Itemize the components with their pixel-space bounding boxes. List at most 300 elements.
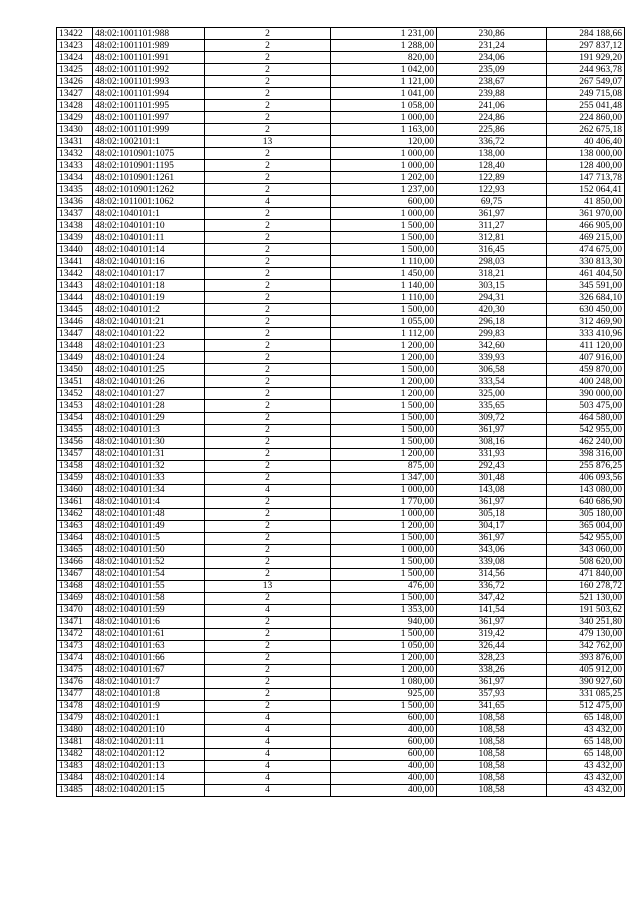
- specific-value-cell: 108,58: [437, 784, 547, 796]
- table-row: [57, 736, 625, 748]
- cadastral-number-cell: 48:02:1001101:992: [93, 64, 205, 76]
- row-number-cell: 13447: [57, 328, 93, 340]
- cadastral-value-cell: 542 955,00: [547, 424, 625, 436]
- row-number-cell: 13426: [57, 76, 93, 88]
- cadastral-number-cell: 48:02:1040201:11: [93, 736, 205, 748]
- area-value-cell: 1 500,00: [331, 400, 437, 412]
- cadastral-value-cell: 262 675,18: [547, 124, 625, 136]
- row-number-cell: 13457: [57, 448, 93, 460]
- area-value-cell: 1 231,00: [331, 28, 437, 40]
- specific-value-cell: 239,88: [437, 88, 547, 100]
- table-row: [57, 664, 625, 676]
- row-number-cell: 13439: [57, 232, 93, 244]
- area-value-cell: 1 500,00: [331, 424, 437, 436]
- cadastral-value-cell: 305 180,00: [547, 508, 625, 520]
- specific-value-cell: 108,58: [437, 712, 547, 724]
- specific-value-cell: 141,54: [437, 604, 547, 616]
- cadastral-value-cell: 405 912,00: [547, 664, 625, 676]
- row-number-cell: 13431: [57, 136, 93, 148]
- cadastral-value-cell: 466 905,00: [547, 220, 625, 232]
- cadastral-value-cell: 521 130,00: [547, 592, 625, 604]
- cadastral-number-cell: 48:02:1040201:10: [93, 724, 205, 736]
- cadastral-value-cell: 65 148,00: [547, 748, 625, 760]
- table-row: [57, 40, 625, 52]
- table-row: [57, 700, 625, 712]
- cadastral-number-cell: 48:02:1040101:11: [93, 232, 205, 244]
- cadastral-value-cell: 244 963,78: [547, 64, 625, 76]
- area-value-cell: 1 200,00: [331, 520, 437, 532]
- specific-value-cell: 318,21: [437, 268, 547, 280]
- row-number-cell: 13455: [57, 424, 93, 436]
- cadastral-value-cell: 160 278,72: [547, 580, 625, 592]
- specific-value-cell: 311,27: [437, 220, 547, 232]
- cadastral-value-cell: 400 248,00: [547, 376, 625, 388]
- cadastral-value-table: [56, 27, 625, 797]
- cadastral-number-cell: 48:02:1040101:3: [93, 424, 205, 436]
- row-number-cell: 13461: [57, 496, 93, 508]
- row-number-cell: 13472: [57, 628, 93, 640]
- cadastral-number-cell: 48:02:1040101:2: [93, 304, 205, 316]
- category-code-cell: 2: [205, 508, 331, 520]
- row-number-cell: 13434: [57, 172, 93, 184]
- cadastral-value-cell: 393 876,00: [547, 652, 625, 664]
- cadastral-value-cell: 191 503,62: [547, 604, 625, 616]
- table-row: [57, 724, 625, 736]
- area-value-cell: 1 080,00: [331, 676, 437, 688]
- row-number-cell: 13476: [57, 676, 93, 688]
- cadastral-number-cell: 48:02:1040201:13: [93, 760, 205, 772]
- category-code-cell: 2: [205, 568, 331, 580]
- cadastral-number-cell: 48:02:1040101:48: [93, 508, 205, 520]
- specific-value-cell: 420,30: [437, 304, 547, 316]
- cadastral-number-cell: 48:02:1040101:14: [93, 244, 205, 256]
- category-code-cell: 2: [205, 460, 331, 472]
- row-number-cell: 13479: [57, 712, 93, 724]
- cadastral-value-cell: 147 713,78: [547, 172, 625, 184]
- specific-value-cell: 301,48: [437, 472, 547, 484]
- table-row: [57, 52, 625, 64]
- specific-value-cell: 331,93: [437, 448, 547, 460]
- area-value-cell: 1 500,00: [331, 244, 437, 256]
- cadastral-number-cell: 48:02:1040101:52: [93, 556, 205, 568]
- cadastral-value-cell: 43 432,00: [547, 724, 625, 736]
- cadastral-value-cell: 249 715,08: [547, 88, 625, 100]
- row-number-cell: 13425: [57, 64, 93, 76]
- cadastral-value-cell: 503 475,00: [547, 400, 625, 412]
- specific-value-cell: 305,18: [437, 508, 547, 520]
- cadastral-number-cell: 48:02:1040101:6: [93, 616, 205, 628]
- category-code-cell: 2: [205, 472, 331, 484]
- cadastral-number-cell: 48:02:1040101:66: [93, 652, 205, 664]
- area-value-cell: 1 500,00: [331, 700, 437, 712]
- category-code-cell: 2: [205, 592, 331, 604]
- table-row: [57, 292, 625, 304]
- cadastral-number-cell: 48:02:1040101:4: [93, 496, 205, 508]
- area-value-cell: 600,00: [331, 736, 437, 748]
- category-code-cell: 2: [205, 184, 331, 196]
- document-page: [56, 27, 624, 797]
- category-code-cell: 2: [205, 328, 331, 340]
- cadastral-value-cell: 512 475,00: [547, 700, 625, 712]
- specific-value-cell: 342,60: [437, 340, 547, 352]
- cadastral-number-cell: 48:02:1040101:54: [93, 568, 205, 580]
- table-row: [57, 328, 625, 340]
- table-row: [57, 220, 625, 232]
- category-code-cell: 2: [205, 376, 331, 388]
- specific-value-cell: 303,15: [437, 280, 547, 292]
- area-value-cell: 1 450,00: [331, 268, 437, 280]
- specific-value-cell: 336,72: [437, 136, 547, 148]
- specific-value-cell: 294,31: [437, 292, 547, 304]
- row-number-cell: 13443: [57, 280, 93, 292]
- table-row: [57, 340, 625, 352]
- area-value-cell: 1 200,00: [331, 352, 437, 364]
- category-code-cell: 4: [205, 196, 331, 208]
- table-row: [57, 496, 625, 508]
- cadastral-number-cell: 48:02:1040101:19: [93, 292, 205, 304]
- specific-value-cell: 143,08: [437, 484, 547, 496]
- cadastral-number-cell: 48:02:1040201:14: [93, 772, 205, 784]
- specific-value-cell: 304,17: [437, 520, 547, 532]
- table-row: [57, 484, 625, 496]
- row-number-cell: 13481: [57, 736, 93, 748]
- table-row: [57, 544, 625, 556]
- cadastral-value-cell: 471 840,00: [547, 568, 625, 580]
- category-code-cell: 4: [205, 484, 331, 496]
- cadastral-number-cell: 48:02:1001101:988: [93, 28, 205, 40]
- specific-value-cell: 361,97: [437, 208, 547, 220]
- category-code-cell: 2: [205, 556, 331, 568]
- specific-value-cell: 69,75: [437, 196, 547, 208]
- specific-value-cell: 235,09: [437, 64, 547, 76]
- cadastral-value-cell: 65 148,00: [547, 712, 625, 724]
- table-row: [57, 244, 625, 256]
- table-row: [57, 64, 625, 76]
- cadastral-number-cell: 48:02:1040201:15: [93, 784, 205, 796]
- area-value-cell: 1 500,00: [331, 568, 437, 580]
- cadastral-number-cell: 48:02:1001101:989: [93, 40, 205, 52]
- area-value-cell: 1 200,00: [331, 448, 437, 460]
- row-number-cell: 13428: [57, 100, 93, 112]
- category-code-cell: 4: [205, 760, 331, 772]
- row-number-cell: 13468: [57, 580, 93, 592]
- category-code-cell: 2: [205, 688, 331, 700]
- table-row: [57, 568, 625, 580]
- specific-value-cell: 343,06: [437, 544, 547, 556]
- specific-value-cell: 357,93: [437, 688, 547, 700]
- cadastral-value-cell: 542 955,00: [547, 532, 625, 544]
- cadastral-value-cell: 390 927,60: [547, 676, 625, 688]
- cadastral-value-cell: 461 404,50: [547, 268, 625, 280]
- cadastral-value-cell: 43 432,00: [547, 784, 625, 796]
- area-value-cell: 1 347,00: [331, 472, 437, 484]
- table-row: [57, 436, 625, 448]
- table-body: [57, 28, 625, 797]
- area-value-cell: 1 163,00: [331, 124, 437, 136]
- area-value-cell: 1 112,00: [331, 328, 437, 340]
- row-number-cell: 13454: [57, 412, 93, 424]
- row-number-cell: 13463: [57, 520, 93, 532]
- area-value-cell: 1 500,00: [331, 556, 437, 568]
- cadastral-number-cell: 48:02:1040101:25: [93, 364, 205, 376]
- category-code-cell: 2: [205, 244, 331, 256]
- category-code-cell: 4: [205, 724, 331, 736]
- table-row: [57, 604, 625, 616]
- area-value-cell: 1 200,00: [331, 376, 437, 388]
- specific-value-cell: 108,58: [437, 760, 547, 772]
- row-number-cell: 13441: [57, 256, 93, 268]
- table-row: [57, 160, 625, 172]
- cadastral-number-cell: 48:02:1040201:1: [93, 712, 205, 724]
- specific-value-cell: 122,89: [437, 172, 547, 184]
- category-code-cell: 2: [205, 436, 331, 448]
- table-row: [57, 424, 625, 436]
- cadastral-value-cell: 361 970,00: [547, 208, 625, 220]
- category-code-cell: 2: [205, 400, 331, 412]
- table-row: [57, 232, 625, 244]
- category-code-cell: 2: [205, 520, 331, 532]
- row-number-cell: 13475: [57, 664, 93, 676]
- cadastral-number-cell: 48:02:1011001:1062: [93, 196, 205, 208]
- cadastral-value-cell: 43 432,00: [547, 760, 625, 772]
- area-value-cell: 1 353,00: [331, 604, 437, 616]
- specific-value-cell: 108,58: [437, 772, 547, 784]
- cadastral-value-cell: 330 813,30: [547, 256, 625, 268]
- cadastral-value-cell: 411 120,00: [547, 340, 625, 352]
- row-number-cell: 13464: [57, 532, 93, 544]
- area-value-cell: 1 000,00: [331, 544, 437, 556]
- cadastral-number-cell: 48:02:1040101:24: [93, 352, 205, 364]
- row-number-cell: 13432: [57, 148, 93, 160]
- table-row: [57, 532, 625, 544]
- category-code-cell: 4: [205, 712, 331, 724]
- category-code-cell: 2: [205, 280, 331, 292]
- cadastral-value-cell: 398 316,00: [547, 448, 625, 460]
- row-number-cell: 13429: [57, 112, 93, 124]
- specific-value-cell: 361,97: [437, 532, 547, 544]
- cadastral-value-cell: 143 080,00: [547, 484, 625, 496]
- table-row: [57, 712, 625, 724]
- row-number-cell: 13442: [57, 268, 93, 280]
- area-value-cell: 1 200,00: [331, 652, 437, 664]
- specific-value-cell: 336,72: [437, 580, 547, 592]
- table-row: [57, 640, 625, 652]
- cadastral-value-cell: 479 130,00: [547, 628, 625, 640]
- row-number-cell: 13437: [57, 208, 93, 220]
- row-number-cell: 13424: [57, 52, 93, 64]
- area-value-cell: 1 058,00: [331, 100, 437, 112]
- row-number-cell: 13465: [57, 544, 93, 556]
- table-row: [57, 184, 625, 196]
- row-number-cell: 13456: [57, 436, 93, 448]
- table-row: [57, 412, 625, 424]
- cadastral-value-cell: 255 876,25: [547, 460, 625, 472]
- table-row: [57, 772, 625, 784]
- row-number-cell: 13471: [57, 616, 93, 628]
- table-row: [57, 76, 625, 88]
- cadastral-number-cell: 48:02:1040101:67: [93, 664, 205, 676]
- category-code-cell: 2: [205, 232, 331, 244]
- category-code-cell: 2: [205, 160, 331, 172]
- cadastral-value-cell: 464 580,00: [547, 412, 625, 424]
- cadastral-number-cell: 48:02:1040101:1: [93, 208, 205, 220]
- category-code-cell: 2: [205, 532, 331, 544]
- specific-value-cell: 224,86: [437, 112, 547, 124]
- category-code-cell: 2: [205, 316, 331, 328]
- cadastral-number-cell: 48:02:1040101:55: [93, 580, 205, 592]
- area-value-cell: 1 500,00: [331, 532, 437, 544]
- specific-value-cell: 296,18: [437, 316, 547, 328]
- specific-value-cell: 338,26: [437, 664, 547, 676]
- specific-value-cell: 108,58: [437, 736, 547, 748]
- cadastral-number-cell: 48:02:1001101:999: [93, 124, 205, 136]
- row-number-cell: 13446: [57, 316, 93, 328]
- cadastral-number-cell: 48:02:1040101:29: [93, 412, 205, 424]
- table-row: [57, 280, 625, 292]
- row-number-cell: 13483: [57, 760, 93, 772]
- cadastral-number-cell: 48:02:1040101:5: [93, 532, 205, 544]
- category-code-cell: 2: [205, 352, 331, 364]
- category-code-cell: 2: [205, 424, 331, 436]
- area-value-cell: 925,00: [331, 688, 437, 700]
- specific-value-cell: 361,97: [437, 496, 547, 508]
- area-value-cell: 1 041,00: [331, 88, 437, 100]
- category-code-cell: 2: [205, 412, 331, 424]
- row-number-cell: 13474: [57, 652, 93, 664]
- category-code-cell: 2: [205, 64, 331, 76]
- category-code-cell: 2: [205, 268, 331, 280]
- table-row: [57, 256, 625, 268]
- area-value-cell: 1 110,00: [331, 256, 437, 268]
- row-number-cell: 13482: [57, 748, 93, 760]
- area-value-cell: 400,00: [331, 724, 437, 736]
- table-row: [57, 352, 625, 364]
- cadastral-value-cell: 40 406,40: [547, 136, 625, 148]
- specific-value-cell: 231,24: [437, 40, 547, 52]
- cadastral-number-cell: 48:02:1040101:17: [93, 268, 205, 280]
- area-value-cell: 1 200,00: [331, 664, 437, 676]
- row-number-cell: 13444: [57, 292, 93, 304]
- area-value-cell: 1 200,00: [331, 388, 437, 400]
- specific-value-cell: 335,65: [437, 400, 547, 412]
- area-value-cell: 1 050,00: [331, 640, 437, 652]
- category-code-cell: 2: [205, 208, 331, 220]
- category-code-cell: 2: [205, 340, 331, 352]
- category-code-cell: 2: [205, 628, 331, 640]
- row-number-cell: 13480: [57, 724, 93, 736]
- area-value-cell: 1 055,00: [331, 316, 437, 328]
- cadastral-value-cell: 224 860,00: [547, 112, 625, 124]
- specific-value-cell: 128,40: [437, 160, 547, 172]
- cadastral-value-cell: 152 064,41: [547, 184, 625, 196]
- cadastral-number-cell: 48:02:1001101:997: [93, 112, 205, 124]
- cadastral-value-cell: 462 240,00: [547, 436, 625, 448]
- row-number-cell: 13448: [57, 340, 93, 352]
- table-row: [57, 172, 625, 184]
- table-row: [57, 88, 625, 100]
- category-code-cell: 2: [205, 88, 331, 100]
- table-row: [57, 268, 625, 280]
- cadastral-number-cell: 48:02:1040101:27: [93, 388, 205, 400]
- cadastral-number-cell: 48:02:1040201:12: [93, 748, 205, 760]
- category-code-cell: 2: [205, 148, 331, 160]
- row-number-cell: 13423: [57, 40, 93, 52]
- table-row: [57, 688, 625, 700]
- row-number-cell: 13467: [57, 568, 93, 580]
- row-number-cell: 13460: [57, 484, 93, 496]
- cadastral-value-cell: 267 549,07: [547, 76, 625, 88]
- category-code-cell: 2: [205, 304, 331, 316]
- specific-value-cell: 316,45: [437, 244, 547, 256]
- area-value-cell: 1 500,00: [331, 592, 437, 604]
- specific-value-cell: 298,03: [437, 256, 547, 268]
- table-row: [57, 208, 625, 220]
- cadastral-value-cell: 312 469,90: [547, 316, 625, 328]
- cadastral-value-cell: 474 675,00: [547, 244, 625, 256]
- table-row: [57, 400, 625, 412]
- category-code-cell: 2: [205, 220, 331, 232]
- cadastral-number-cell: 48:02:1010901:1195: [93, 160, 205, 172]
- category-code-cell: 4: [205, 736, 331, 748]
- category-code-cell: 2: [205, 544, 331, 556]
- cadastral-value-cell: 138 000,00: [547, 148, 625, 160]
- cadastral-value-cell: 333 410,96: [547, 328, 625, 340]
- category-code-cell: 4: [205, 784, 331, 796]
- specific-value-cell: 241,06: [437, 100, 547, 112]
- cadastral-number-cell: 48:02:1010901:1075: [93, 148, 205, 160]
- area-value-cell: 1 500,00: [331, 220, 437, 232]
- specific-value-cell: 312,81: [437, 232, 547, 244]
- category-code-cell: 13: [205, 136, 331, 148]
- cadastral-value-cell: 43 432,00: [547, 772, 625, 784]
- area-value-cell: 875,00: [331, 460, 437, 472]
- cadastral-number-cell: 48:02:1040101:33: [93, 472, 205, 484]
- cadastral-value-cell: 407 916,00: [547, 352, 625, 364]
- area-value-cell: 120,00: [331, 136, 437, 148]
- specific-value-cell: 138,00: [437, 148, 547, 160]
- category-code-cell: 2: [205, 256, 331, 268]
- cadastral-number-cell: 48:02:1040101:7: [93, 676, 205, 688]
- area-value-cell: 1 121,00: [331, 76, 437, 88]
- area-value-cell: 1 000,00: [331, 508, 437, 520]
- area-value-cell: 1 500,00: [331, 304, 437, 316]
- cadastral-number-cell: 48:02:1040101:26: [93, 376, 205, 388]
- row-number-cell: 13427: [57, 88, 93, 100]
- row-number-cell: 13459: [57, 472, 93, 484]
- cadastral-value-cell: 340 251,80: [547, 616, 625, 628]
- specific-value-cell: 230,86: [437, 28, 547, 40]
- category-code-cell: 4: [205, 604, 331, 616]
- specific-value-cell: 361,97: [437, 616, 547, 628]
- table-row: [57, 316, 625, 328]
- cadastral-number-cell: 48:02:1040101:8: [93, 688, 205, 700]
- table-row: [57, 508, 625, 520]
- area-value-cell: 400,00: [331, 784, 437, 796]
- cadastral-value-cell: 41 850,00: [547, 196, 625, 208]
- cadastral-number-cell: 48:02:1001101:995: [93, 100, 205, 112]
- category-code-cell: 2: [205, 616, 331, 628]
- row-number-cell: 13435: [57, 184, 93, 196]
- table-row: [57, 616, 625, 628]
- area-value-cell: 1 042,00: [331, 64, 437, 76]
- specific-value-cell: 292,43: [437, 460, 547, 472]
- cadastral-value-cell: 365 004,00: [547, 520, 625, 532]
- row-number-cell: 13466: [57, 556, 93, 568]
- table-row: [57, 460, 625, 472]
- table-row: [57, 748, 625, 760]
- area-value-cell: 1 202,00: [331, 172, 437, 184]
- area-value-cell: 1 000,00: [331, 160, 437, 172]
